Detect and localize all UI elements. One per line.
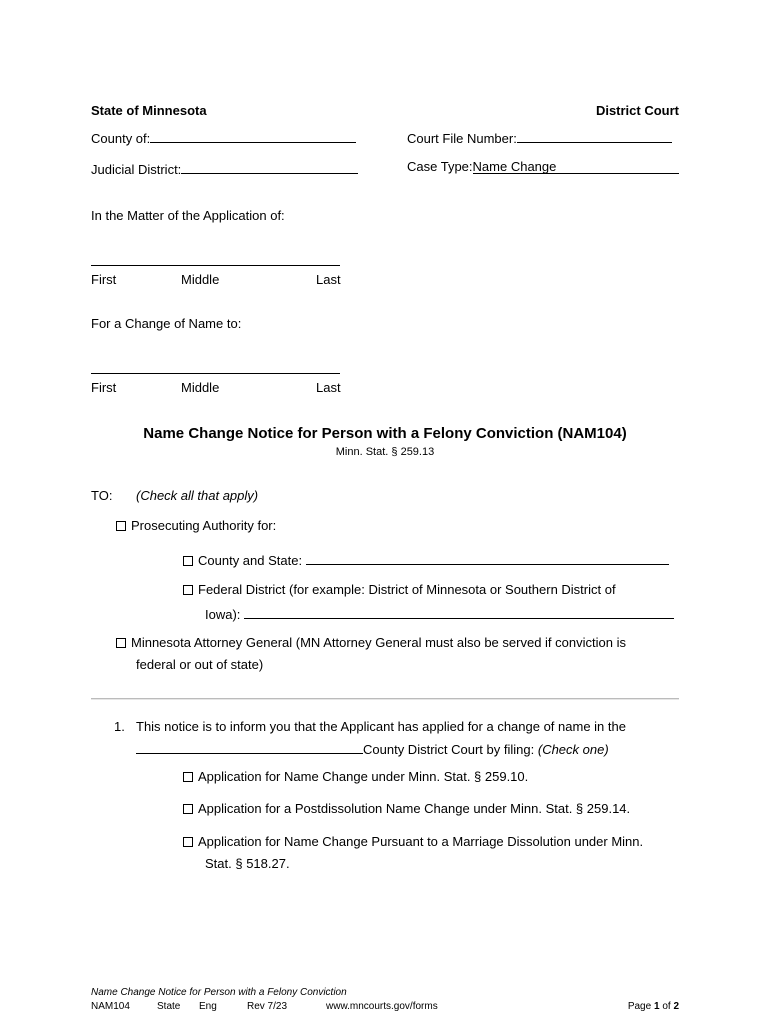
new-middle-label: Middle — [181, 380, 220, 395]
prosecuting-row — [116, 518, 276, 533]
county-label: County of: — [91, 131, 151, 146]
item1-line2: County District Court by filing: — [363, 742, 535, 757]
item1-county-input[interactable] — [136, 739, 363, 754]
federal-input[interactable] — [244, 604, 674, 619]
opt3-row — [183, 834, 643, 849]
federal-label-line2: Iowa): — [205, 607, 241, 622]
item1-line2-row — [136, 739, 609, 757]
case-type-value: Name Change — [472, 159, 557, 174]
federal-label-line1: Federal District (for example: District of Minnesota or Southern District of — [198, 582, 616, 597]
page-total: 2 — [673, 1001, 679, 1012]
file-number-row — [407, 128, 672, 146]
case-type-input[interactable] — [473, 159, 679, 174]
county-state-checkbox[interactable] — [183, 556, 193, 566]
section-divider — [91, 698, 679, 700]
state-label: State of Minnesota — [91, 103, 207, 118]
item1-line1: This notice is to inform you that the Applicant has applied for a change of name in the — [136, 719, 626, 734]
district-label: Judicial District: — [91, 162, 182, 177]
case-type-label: Case Type: — [407, 159, 473, 174]
new-first-label: First — [91, 380, 117, 395]
new-last-label: Last — [316, 380, 341, 395]
footer-page — [628, 1001, 679, 1012]
opt1-label: Application for Name Change under Minn. Stat. § 259.10. — [198, 769, 529, 784]
prosecuting-checkbox[interactable] — [116, 521, 126, 531]
matter-intro: In the Matter of the Application of: — [91, 208, 285, 223]
opt1-checkbox[interactable] — [183, 772, 193, 782]
page-label: Page — [627, 1001, 652, 1012]
statute-ref: Minn. Stat. § 259.13 — [335, 446, 435, 458]
county-state-label: County and State: — [198, 553, 303, 568]
name-first-label: First — [91, 272, 117, 287]
district-input[interactable] — [181, 159, 358, 174]
footer-state: State — [157, 1001, 181, 1012]
applicant-name-line[interactable] — [91, 265, 340, 266]
page-number: 1 — [653, 1001, 660, 1012]
check-one-instruction: (Check one) — [537, 742, 609, 757]
opt3-label-line1: Application for Name Change Pursuant to a Marriage Dissolution under Minn. — [198, 834, 644, 849]
footer-url: www.mncourts.gov/forms — [326, 1001, 438, 1012]
county-state-input[interactable] — [306, 550, 669, 565]
opt3-label-line2: Stat. § 518.27. — [205, 856, 290, 871]
file-number-input[interactable] — [517, 128, 672, 143]
county-input[interactable] — [150, 128, 356, 143]
prosecuting-label: Prosecuting Authority for: — [131, 518, 277, 533]
item1-number: 1. — [114, 719, 125, 734]
footer-rev: Rev 7/23 — [247, 1001, 288, 1012]
district-field-row — [91, 159, 358, 177]
of-label: of — [662, 1001, 671, 1012]
federal-checkbox[interactable] — [183, 585, 193, 595]
opt2-label: Application for a Postdissolution Name Change under Minn. Stat. § 259.14. — [198, 801, 631, 816]
name-middle-label: Middle — [181, 272, 220, 287]
court-label: District Court — [595, 103, 679, 118]
opt2-row — [183, 801, 630, 816]
ag-row — [116, 635, 626, 650]
name-last-label: Last — [316, 272, 341, 287]
footer-lang: Eng — [199, 1001, 217, 1012]
to-label: TO: — [91, 488, 113, 503]
case-type-row — [407, 159, 679, 174]
check-all-instruction: (Check all that apply) — [136, 488, 259, 503]
opt2-checkbox[interactable] — [183, 804, 193, 814]
federal-row — [183, 582, 616, 597]
county-field-row — [91, 128, 356, 146]
footer-form-title: Name Change Notice for Person with a Felony Conviction — [91, 987, 347, 998]
ag-label-line1: Minnesota Attorney General (MN Attorney General must also be served if conviction is — [131, 635, 626, 650]
change-to-label: For a Change of Name to: — [91, 316, 242, 331]
opt1-row — [183, 769, 528, 784]
form-title: Name Change Notice for Person with a Felony Conviction (NAM104) — [143, 425, 627, 442]
opt3-checkbox[interactable] — [183, 837, 193, 847]
ag-label-line2: federal or out of state) — [136, 657, 264, 672]
new-name-line[interactable] — [91, 373, 340, 374]
footer-code: NAM104 — [91, 1001, 130, 1012]
file-number-label: Court File Number: — [407, 131, 517, 146]
ag-checkbox[interactable] — [116, 638, 126, 648]
federal-row-2 — [205, 604, 674, 622]
county-state-row — [183, 550, 669, 568]
